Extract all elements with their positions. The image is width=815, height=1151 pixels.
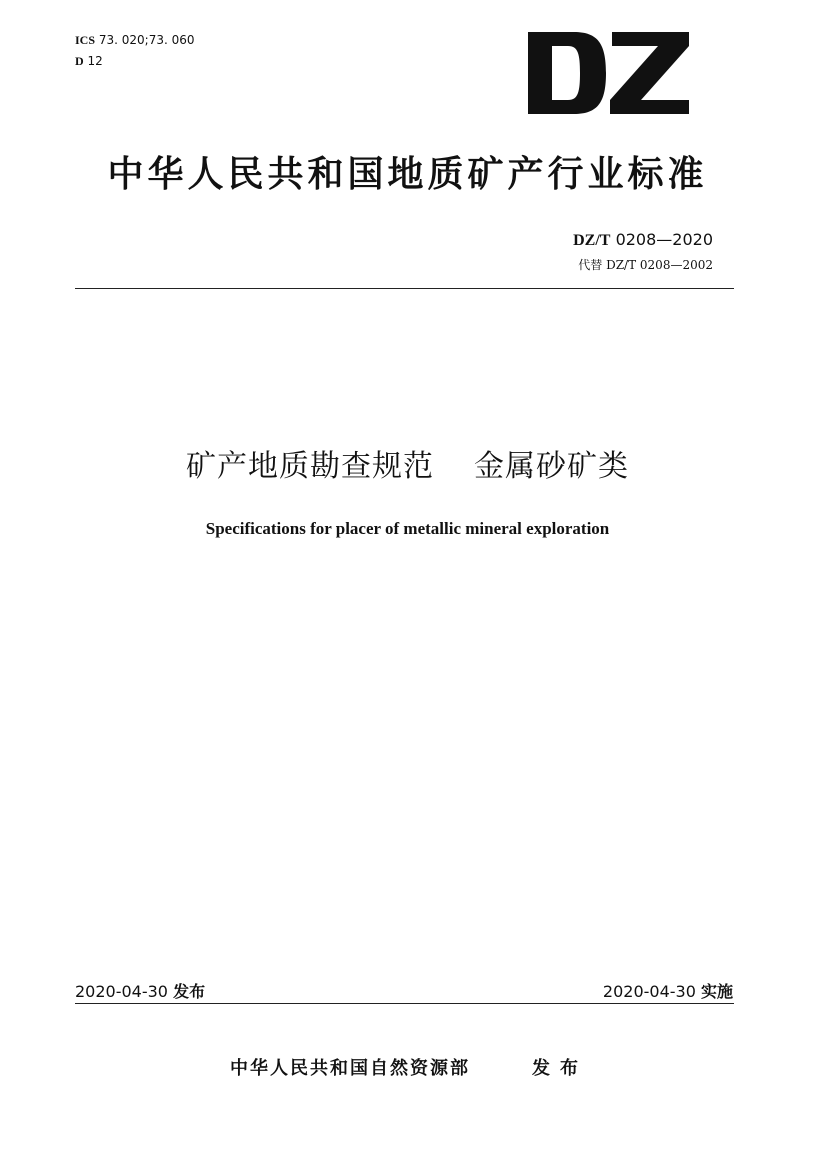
publish-label: 发布	[532, 1058, 588, 1079]
publisher: 中华人民共和国自然资源部	[230, 1058, 470, 1079]
ics-code	[75, 33, 195, 47]
title-zh-sub: 金属砂矿类	[474, 449, 629, 484]
footer-divider	[75, 1003, 734, 1004]
document-title-en: Specifications for placer of metallic mineral exploration	[205, 519, 610, 538]
implementation-date-label: 实施	[700, 982, 733, 1001]
standard-number-code: DZ/T	[573, 232, 611, 249]
implementation-date-value: 2020-04-30	[602, 982, 696, 1001]
document-title-zh	[0, 448, 815, 486]
issue-date-label: 发布	[173, 982, 206, 1001]
standard-category-title: 中华人民共和国地质矿产行业标准	[107, 154, 708, 195]
ics-label: ICS	[75, 33, 96, 47]
issue-date-value: 2020-04-30	[75, 982, 168, 1001]
issue-date	[75, 982, 205, 1002]
standard-number	[573, 230, 713, 251]
title-zh-main: 矿产地质勘查规范	[186, 449, 434, 484]
standard-number-value: 0208—2020	[615, 230, 713, 249]
header-divider	[75, 288, 734, 289]
replaces-standard: 代替 DZ/T 0208—2002	[578, 258, 713, 272]
classification-label: D	[75, 54, 84, 68]
classification-code	[75, 54, 103, 68]
implementation-date	[603, 982, 733, 1002]
ics-value: 73. 020;73. 060	[98, 33, 195, 47]
dz-logo	[526, 32, 691, 114]
classification-value: 12	[87, 54, 103, 68]
